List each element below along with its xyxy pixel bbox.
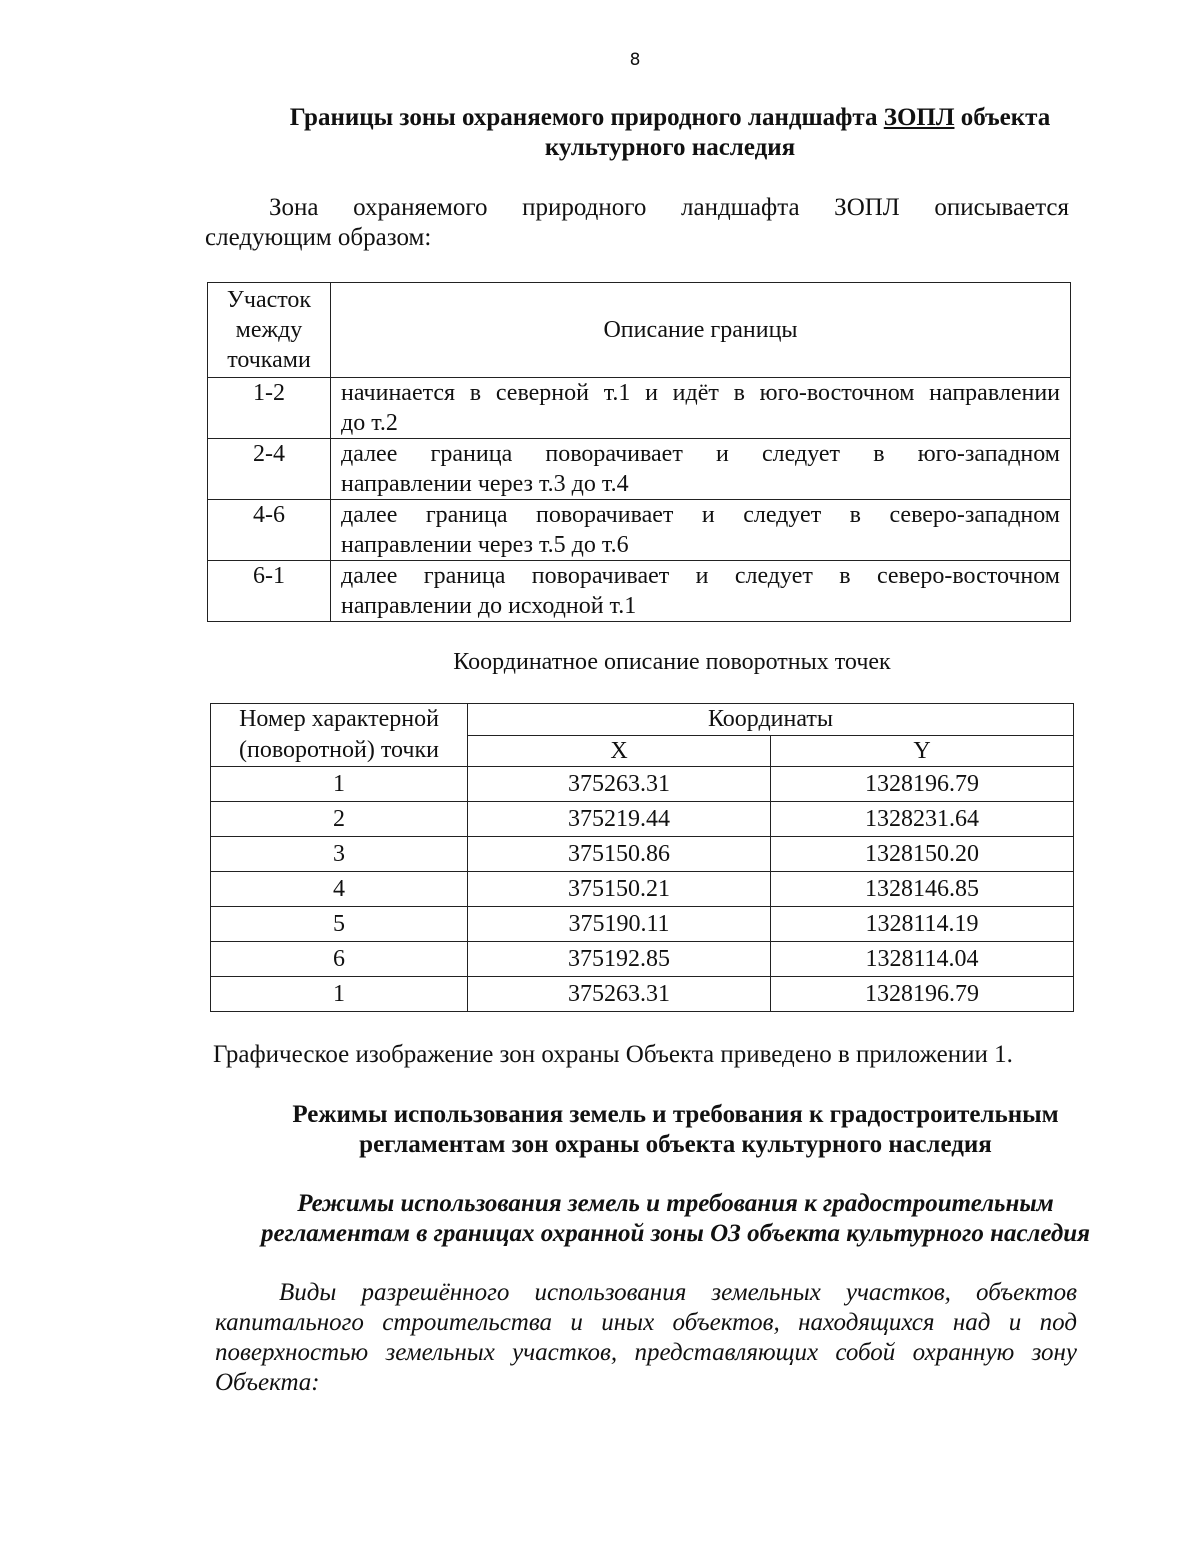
section-heading-line1: Границы зоны охраняемого природного ландшафта ЗОПЛ объекта xyxy=(289,104,1051,131)
table-row xyxy=(211,872,1074,907)
intro-line1: Зона охраняемого природного ландшафта ЗОПЛ описывается xyxy=(269,194,1070,221)
segment-cell: 6-1 xyxy=(208,561,331,622)
section-heading-line2: культурного наследия xyxy=(544,134,796,161)
coord-x: 375219.44 xyxy=(468,802,771,837)
permitted-use-paragraph: Виды разрешённого использования земельных участков, объектов капитального строительства и иных объектов, находящихся над и под поверхностью земельных участков, представляющих собой охранную зону Объекта: xyxy=(215,1279,1077,1396)
table-row xyxy=(211,907,1074,942)
header-segment: Участок между точками xyxy=(208,283,331,378)
header-x: X xyxy=(468,736,771,767)
zone-code: ЗОПЛ xyxy=(883,104,955,131)
description-cell: далее граница поворачивает и следует в юго-западном направлении через т.3 до т.4 xyxy=(331,439,1071,500)
table-row xyxy=(208,561,1071,622)
coord-x: 375150.86 xyxy=(468,837,771,872)
coord-x: 375190.11 xyxy=(468,907,771,942)
boundary-table xyxy=(207,282,1071,622)
coordinates-table xyxy=(210,703,1074,1012)
segment-cell: 2-4 xyxy=(208,439,331,500)
table-row xyxy=(211,802,1074,837)
section-heading xyxy=(205,103,1135,163)
coord-y: 1328114.04 xyxy=(771,942,1074,977)
coords-caption: Координатное описание поворотных точек xyxy=(453,649,891,675)
description-cell: далее граница поворачивает и следует в северо-восточном направлении до исходной т.1 xyxy=(331,561,1071,622)
header-point-number: Номер характерной (поворотной) точки xyxy=(211,704,468,767)
table-row xyxy=(211,767,1074,802)
point-number: 1 xyxy=(211,767,468,802)
segment-cell: 4-6 xyxy=(208,500,331,561)
protection-zone-heading: Режимы использования земель и требования к градостроительным регламентам в границах охранной зоны ОЗ объекта культурного наследия xyxy=(260,1190,1091,1247)
segment-cell: 1-2 xyxy=(208,378,331,439)
coord-x: 375263.31 xyxy=(468,767,771,802)
coords-header-row xyxy=(211,704,1074,736)
coord-x: 375192.85 xyxy=(468,942,771,977)
table-row xyxy=(211,942,1074,977)
regimes-heading: Режимы использования земель и требования к градостроительным регламентам зон охраны объекта культурного наследия xyxy=(292,1101,1059,1158)
table-row xyxy=(208,500,1071,561)
header-y: Y xyxy=(771,736,1074,767)
table-row xyxy=(208,439,1071,500)
table-header-row xyxy=(208,283,1071,378)
graphic-note: Графическое изображение зон охраны Объекта приведено в приложении 1. xyxy=(213,1041,1013,1068)
point-number: 3 xyxy=(211,837,468,872)
coord-y: 1328231.64 xyxy=(771,802,1074,837)
description-cell: далее граница поворачивает и следует в северо-западном направлении через т.5 до т.6 xyxy=(331,500,1071,561)
coord-y: 1328196.79 xyxy=(771,977,1074,1012)
point-number: 4 xyxy=(211,872,468,907)
description-cell: начинается в северной т.1 и идёт в юго-восточном направлении до т.2 xyxy=(331,378,1071,439)
header-description: Описание границы xyxy=(331,283,1071,378)
table-row xyxy=(208,378,1071,439)
table-row xyxy=(211,837,1074,872)
intro-line2: следующим образом: xyxy=(205,224,432,251)
intro-paragraph xyxy=(205,193,1069,253)
point-number: 1 xyxy=(211,977,468,1012)
coord-x: 375150.21 xyxy=(468,872,771,907)
table-row xyxy=(211,977,1074,1012)
coord-y: 1328146.85 xyxy=(771,872,1074,907)
point-number: 6 xyxy=(211,942,468,977)
coord-x: 375263.31 xyxy=(468,977,771,1012)
coord-y: 1328150.20 xyxy=(771,837,1074,872)
header-coordinates: Координаты xyxy=(468,704,1074,736)
point-number: 5 xyxy=(211,907,468,942)
coord-y: 1328196.79 xyxy=(771,767,1074,802)
coord-y: 1328114.19 xyxy=(771,907,1074,942)
page-number: 8 xyxy=(629,50,641,70)
point-number: 2 xyxy=(211,802,468,837)
